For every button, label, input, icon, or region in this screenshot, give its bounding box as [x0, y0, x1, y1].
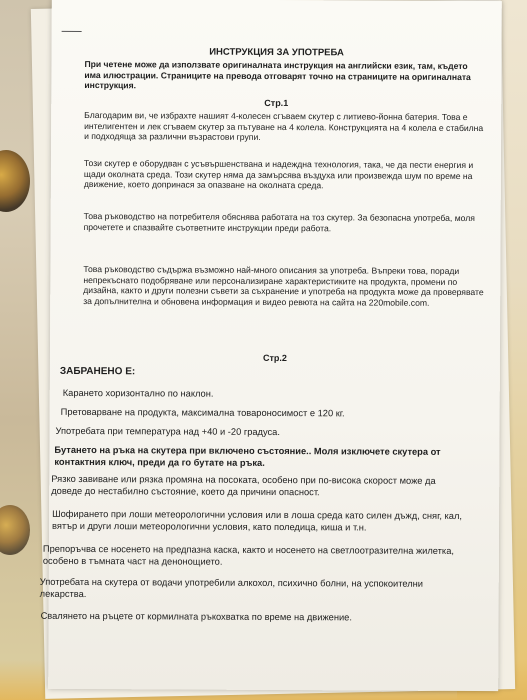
- rule-item: Свалянето на ръцете от кормилната ръкохватка по време на движение.: [40, 610, 352, 623]
- rule-item: Употребата на скутера от водачи употребили алкохол, психично болни, на успокоителни лекарства.: [39, 576, 424, 599]
- instruction-sheet: [39, 0, 502, 691]
- rule-item: Шофирането при лоши метеорологични условия или в лоша среда като силен дъжд, сняг, кал, вятър и други лоши метеорологични условия, като поледица, киша и т.н.: [52, 508, 463, 533]
- forbidden-heading: ЗАБРАНЕНО Е:: [59, 365, 136, 378]
- page-1-heading: Стр.1: [264, 97, 289, 109]
- page-2-heading: Стр.2: [262, 352, 287, 364]
- rule-item: Карането хоризонтално по наклон.: [62, 387, 214, 399]
- page-1-paragraph: Това ръководство съдържа възможно най-много описания за употреба. Въпреки това, поради непрекъснато подобряване или персонализиране характеристиките на продукта, промени по дизайна, както и други полезни съвети за съхранение и употреба на продукта може да проверявате за допълнителна и обновена информация и видео ревюта на сайта на 220mobile.com.: [83, 263, 484, 308]
- rule-item: Употребата при температура над +40 и -20 градуса.: [55, 425, 280, 438]
- pen-mark: [62, 31, 82, 32]
- page-1-paragraph: Този скутер е оборудван с усъвършенствана и надеждна технология, така, че да пести енергия и щади околната среда. Този скутер няма да замърсява въздуха или произвежда шум по време на движение, което допринася за опазване на околната среда.: [83, 157, 474, 191]
- rule-item: Бутането на ръка на скутера при включено състояние.. Моля изключете скутера от контактния ключ, преди да го бутате на ръка.: [54, 444, 441, 468]
- intro-paragraph: При четене може да използвате оригиналната инструкция на английски език, там, където има илюстрации. Страниците на превода отговарят точно на страниците на оригиналната инструкция.: [84, 58, 471, 91]
- page-1-paragraph: Това ръководство на потребителя обяснява работата на тоз скутер. За безопасна употреба, моля прочетете и спазвайте съответните инструкции преди работа.: [83, 210, 475, 233]
- rule-item: Претоварване на продукта, максимална товароносимост е 120 кг.: [60, 406, 345, 419]
- rule-item: Препоръчва се носенето на предпазна каска, както и носенето на светлоотразителна жилетка, особено в тъмната част на денонощието.: [42, 543, 454, 567]
- document-title: ИНСТРУКЦИЯ ЗА УПОТРЕБА: [209, 46, 344, 59]
- page-1-paragraph: Благодарим ви, че избрахте нашият 4-колесен сгъваем скутер с литиево-йонна батерия. Това е интелигентен и лек сгъваем скутер за пътуване на 4 колела. Конструкцията на 4 колела е стабилна и подходяща за различни възрастови групи.: [84, 109, 484, 143]
- rule-item: Рязко завиване или рязка промяна на посоката, особено при по-висока скорост може да доведе до нестабилно състояние, което да причини опасност.: [51, 473, 436, 497]
